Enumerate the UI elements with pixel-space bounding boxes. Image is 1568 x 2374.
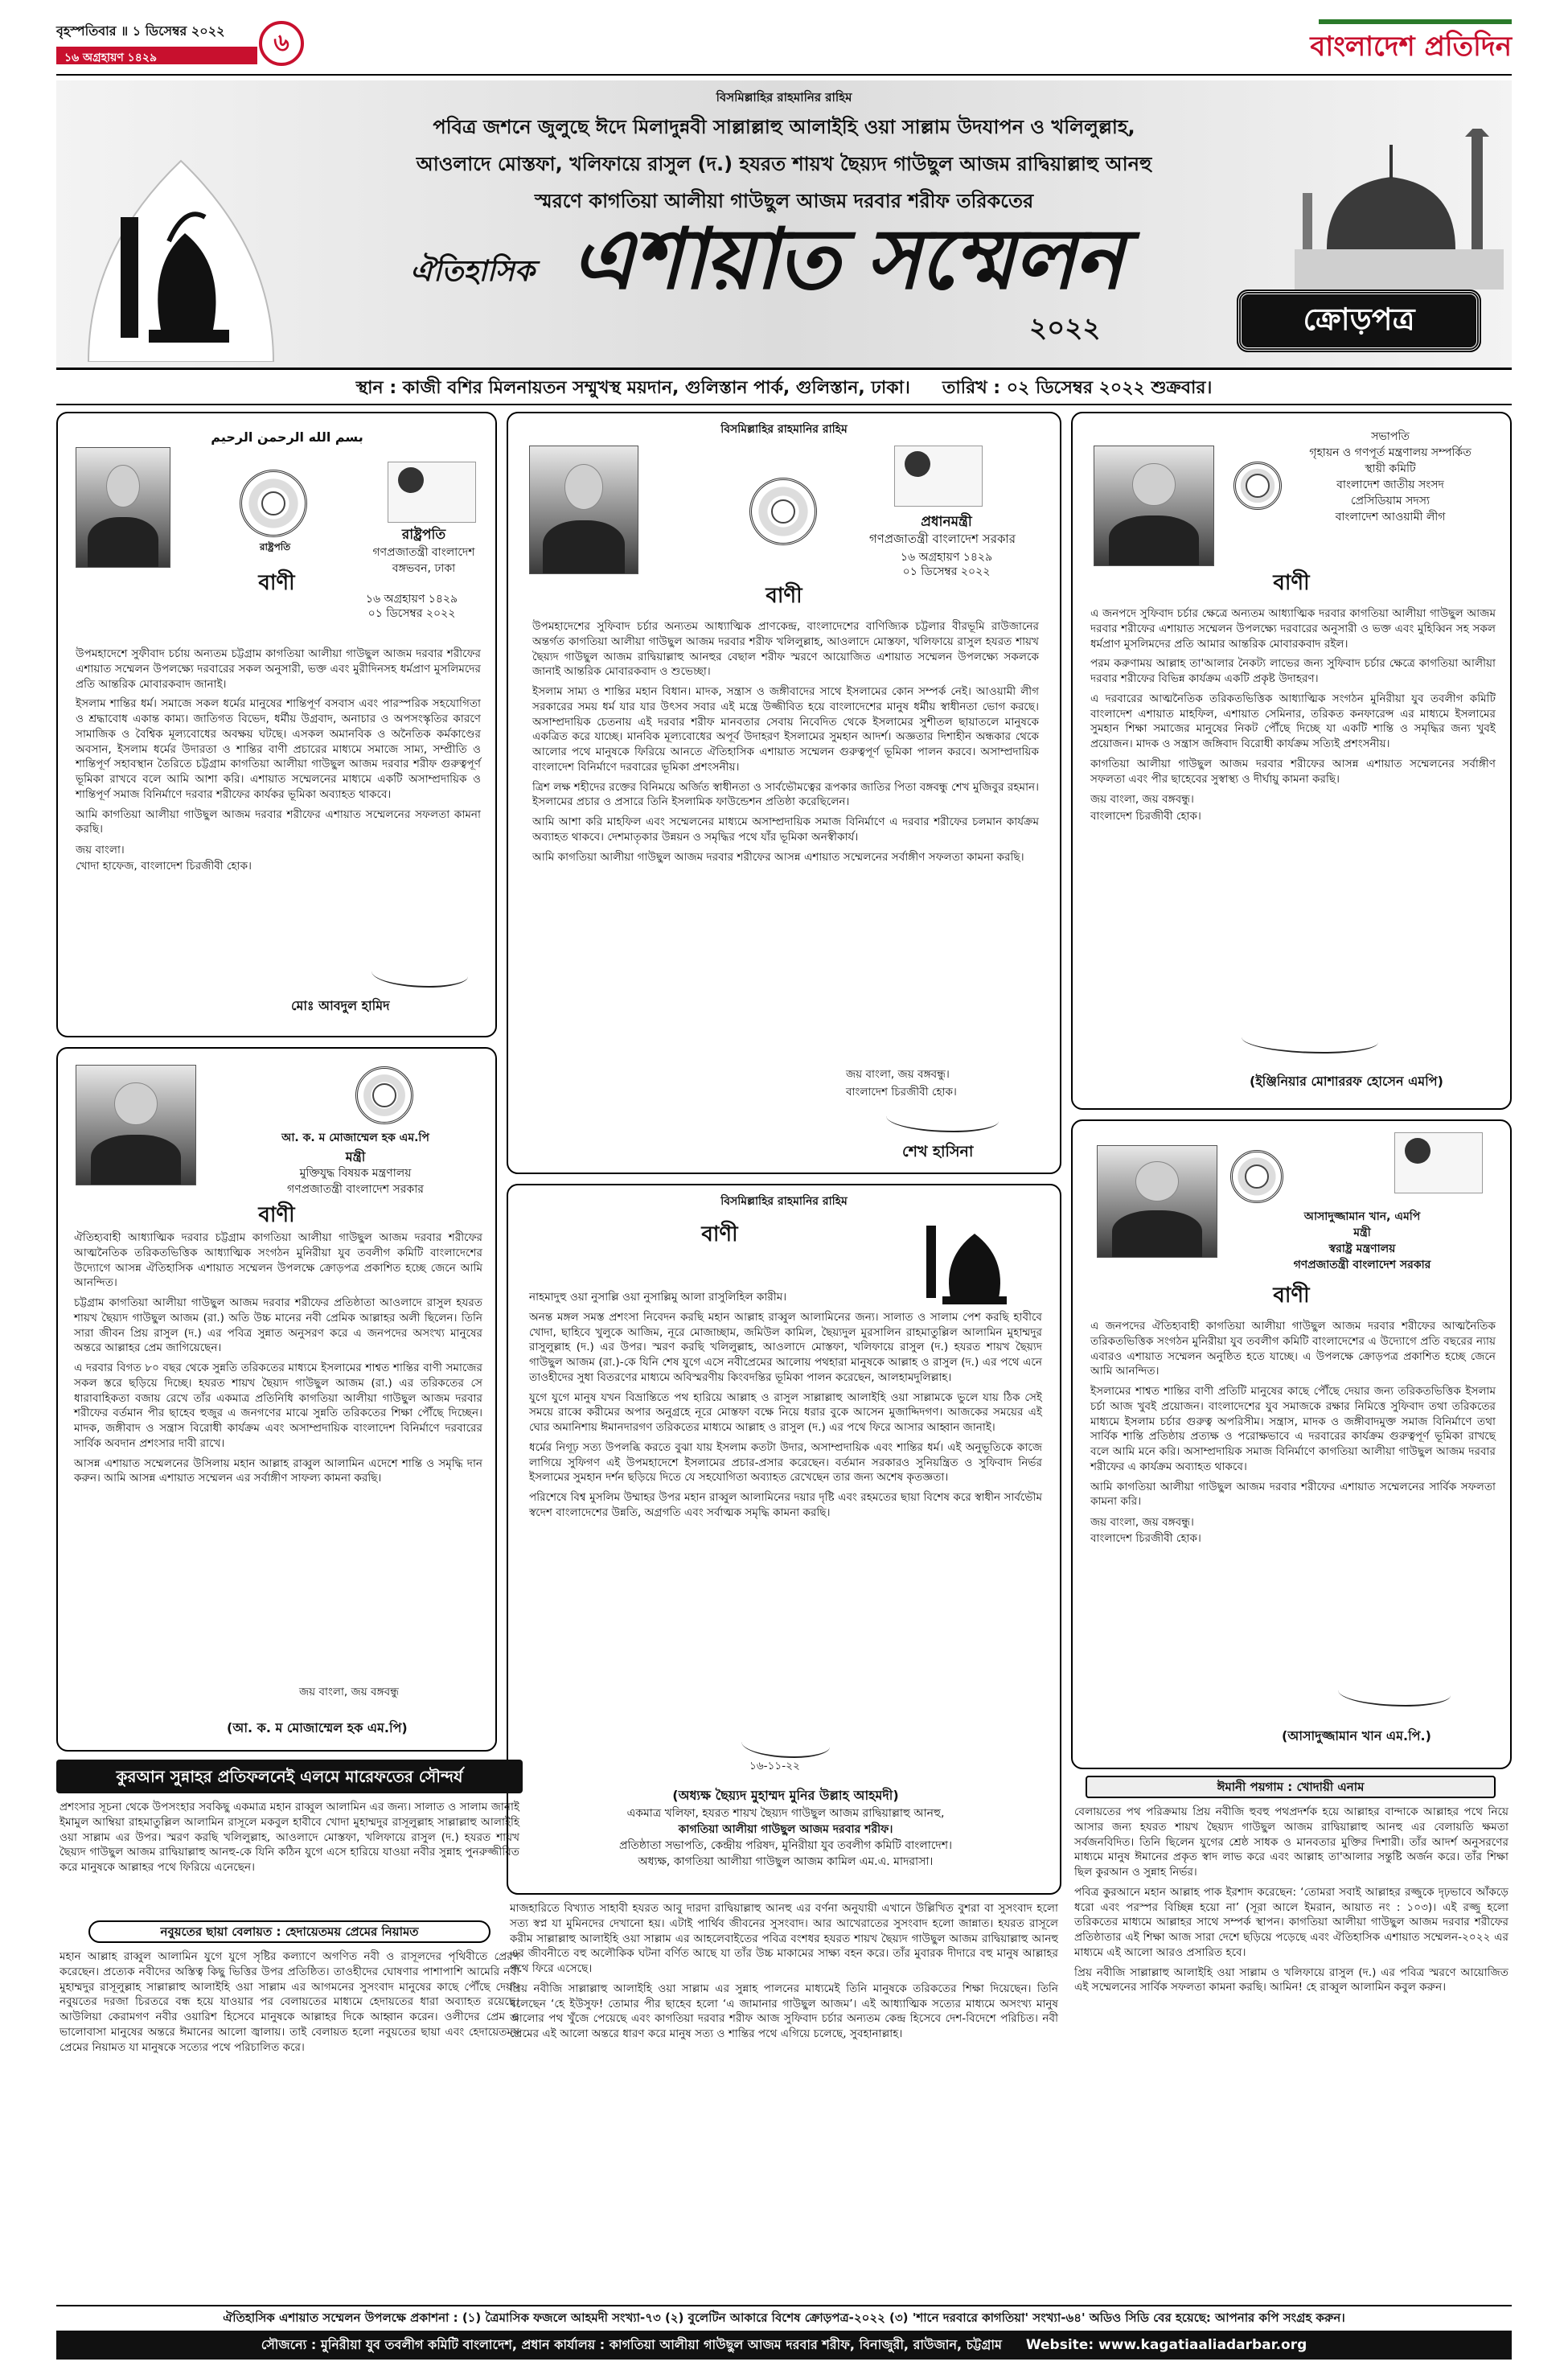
mujib-logo-icon — [894, 446, 983, 507]
president-closing-2: খোদা হাফেজ, বাংলাদেশ চিরজীবী হোক। — [76, 860, 252, 873]
home-closing-2: বাংলাদেশ চিরজীবী হোক। — [1090, 1532, 1201, 1546]
mp-para-3: এ দরবারের আত্মনৈতিক তরিকতভিত্তিক আধ্যাত্মিক সংগঠন মুনিরীয়া যুব তবলীগ কমিটি বাংলাদেশ এশায়াত মাহফিল, এশায়াত সেমিনার, তরিকত কনফারেন্স এর মাধ্যমে ইসলামের সুমহান শিক্ষা সমাজের মানুষের নিকট পৌঁছে দিচ্ছে যা একটি শান্তি ও সমৃদ্ধির জন্য খুবই প্রয়োজন। মাদক ও সন্ত্রাস জঙ্গিবাদ বিরোধী কার্যক্রম সত্যিই প্রশংসনীয়। — [1090, 692, 1496, 750]
pm-message-box — [507, 412, 1061, 1174]
mid-para-1: মাজহারিতে বিখ্যাত সাহাবী হযরত আবু দারদা রাদ্বিয়াল্লাহু আনহু এর বর্ণনা অনুযায়ী এখানে উল্লিখিত বুশরা বা সুসংবাদ হলো সত্য স্বপ্ন যা মুমিনদের দেখানো হয়। এটাই পার্থিব জীবনের সুসংবাদ। আর আখেরাতের সুসংবাদ হলো জান্নাত। হযরত রাসূলে করীম সাল্লাল্লাহু আলাইহি ওয়া সাল্লাম এর আহলেবাইতের পবিত্র বংশধর হযরত শায়খ ছৈয়্যদ গাউছুল আজম রাদ্বিয়াল্লাহু আনহু এর জীবনীতে বহু অলৌকিক ঘটনা বর্ণিত আছে যা তাঁর উচ্চ মাকামের সাক্ষ্য বহন করে। তাঁর মুবারক দীদারে বহু মানুষ আল্লাহর পথে ফিরে এসেছে। — [510, 1902, 1058, 1975]
home-para-2: ইসলামের শাশ্বত শান্তির বাণী প্রতিটি মানুষের কাছে পৌঁছে দেয়ার জন্য তরিকতভিত্তিক ইসলাম চর্চা আজ খুবই প্রয়োজন। বাংলাদেশের যুব সমাজকে রক্ষার নিমিত্তে সুফিবাদ তথা তরিকতের মাধ্যমে ইসলাম চর্চার গুরুত্ব অপরিসীম। সন্ত্রাস, মাদক ও জঙ্গীবাদমুক্ত সমাজ বিনির্মাণে তথা সার্বিক শান্তি প্রতিষ্ঠায় প্রত্যক্ষ ও পরোক্ষভাবে এ দরবারের কার্যক্রম গুরুত্বপূর্ণ ভূমিকা রাখছে বলে আমি মনে করি। অসাম্প্রদায়িক সমাজ বিনির্মাণে কাগতিয়া আলীয়া গাউছুল আজম দরবার শরীফের এ কার্যক্রম অব্যাহত থাকবে। — [1090, 1385, 1496, 1473]
supplement-banner — [56, 80, 1512, 370]
venue-line — [56, 372, 1512, 405]
president-signature — [371, 960, 468, 988]
liberation-closing: জয় বাংলা, জয় বঙ্গবন্ধু — [299, 1686, 399, 1698]
event-year: ২০২২ — [1029, 312, 1101, 344]
pm-bismillah: বিসমিল্লাহির রাহমানির রাহিম — [720, 423, 848, 436]
mp-role: সভাপতি — [1371, 430, 1410, 443]
home-org: গণপ্রজাতন্ত্রী বাংলাদেশ সরকার — [1293, 1259, 1431, 1271]
right-article-heading: ঈমানী পয়গাম : খোদায়ী এনাম — [1086, 1776, 1496, 1798]
mid-para-2: প্রিয় নবীজি সাল্লাল্লাহু আলাইহি ওয়া সাল্লাম এর সুন্নাহ পালনের মাধ্যমেই তিনি মানুষকে তরিকতের শিক্ষা দিয়েছেন। তিনি বলেছেন ‘হে ইউসুফ! তোমার পীর ছাহেব হলো ‘এ জামানার গাউছুল আজম’। এই আধ্যাত্মিক সত্যের মাধ্যমে অসংখ্য মানুষ আলোর পথ খুঁজে পেয়েছে এবং কাগতিয়া দরবার শরীফ আজ সুফিবাদ চর্চার অন্যতম কেন্দ্র হিসেবে দেশ-বিদেশে পরিচিত। নবী প্রেমের এই আলো অন্তরে ধারণ করে মানুষ সত্য ও শান্তির পথে এগিয়ে চলেছে, সুবহানাল্লাহ। — [510, 1982, 1058, 2040]
ministry-emblem-icon — [355, 1066, 413, 1124]
pm-date-1: ১৬ অগ্রহায়ণ ১৪২৯ — [900, 551, 993, 564]
pm-signature — [886, 1105, 999, 1132]
pm-para-2: ইসলাম সাম্য ও শান্তির মহান বিধান। মাদক, সন্ত্রাস ও জঙ্গীবাদের সাথে ইসলামের কোন সম্পর্ক নেই। আওয়ামী লীগ সরকারের সময় ধর্ম যার যার উৎসব সবার এই মন্ত্রে উজ্জীবিত হয়ে বাংলাদেশের মানুষ ধর্মীয় স্বাধীনতা ভোগ করছে। অসাম্প্রদায়িক চেতনায় এই দরবার শরীফ মানবতার সেবায় নিবেদিত থেকে ইসলামের সুশীতল ছায়াতলে মানুষকে একত্রিত করে যাচ্ছে। মানবিক মূল্যবোধের অপূর্ব উদাহরণ ইসলামের সুমহান আদর্শ। অজ্ঞতার দিশাহীন অন্ধকার থেকে আলোর পথে মানুষকে ফিরিয়ে আনতে ঐতিহাসিক এশায়াত সম্মেলন গুরুত্বপূর্ণ ভূমিকা পালন করবে। অসাম্প্রদায়িক বাংলাদেশ বিনির্মাণে দরবারের ভূমিকা প্রশংসনীয়। — [532, 685, 1039, 774]
pir-bismillah: বিসমিল্লাহির রাহমানির রাহিম — [720, 1195, 848, 1208]
president-signer: মোঃ আবদুল হামিদ — [291, 998, 390, 1013]
pir-saheb-message-box — [507, 1184, 1061, 1895]
president-date-2: ০১ ডিসেম্বর ২০২২ — [367, 607, 456, 620]
pir-designation-1: একমাত্র খলিফা, হযরত শায়খ ছৈয়্যদ গাউছুল আজম রাদ্বিয়াল্লাহু আনহু, — [626, 1807, 945, 1820]
banner-historic: ঐতিহাসিক — [410, 254, 535, 288]
home-minister-name: আসাদুজ্জামান খান, এমপি — [1303, 1210, 1421, 1223]
page-number: ৬ — [259, 21, 304, 66]
banner-line-3: স্মরণে কাগতিয়া আলীয়া গাউছুল আজম দরবার শরীফ তরিকতের — [534, 190, 1034, 212]
home-para-1: এ জনপদের ঐতিহ্যবাহী কাগতিয়া আলীয়া গাউছুল আজম দরবার শরীফের আত্মনৈতিক তরিকতভিত্তিক সংগঠন মুনিরীয়া যুব তবলীগ কমিটি বাংলাদেশের এ উদ্যোগে প্রতি বছরের ন্যায় এবারও এশায়াত সম্মেলন অনুষ্ঠিত হতে যাচ্ছে। এ উপলক্ষে ক্রোড়পত্র প্রকাশিত হচ্ছে জেনে আমি আনন্দিত। — [1090, 1320, 1496, 1378]
liberation-org: গণপ্রজাতন্ত্রী বাংলাদেশ সরকার — [287, 1183, 424, 1196]
mp-signature — [1242, 1026, 1378, 1054]
pir-sign-date: ১৬-১১-২২ — [749, 1760, 800, 1772]
message-heading: বাণী — [258, 1203, 295, 1227]
home-ministry: স্বরাষ্ট্র মন্ত্রণালয় — [1328, 1242, 1396, 1255]
mp-line-3: বাংলাদেশ জাতীয় সংসদ — [1336, 478, 1444, 491]
liberation-ministry: মুক্তিযুদ্ধ বিষয়ক মন্ত্রণালয় — [299, 1167, 412, 1180]
pir-designation-4: অধ্যক্ষ, কাগতিয়া আলীয়া গাউছুল আজম কামিল এম.এ. মাদরাসা। — [638, 1855, 934, 1868]
mp-closing-1: জয় বাংলা, জয় বঙ্গবন্ধু। — [1090, 793, 1194, 807]
pir-para-0: নাহমাদুহু ওয়া নুসাল্লি ওয়া নুসাল্লিমু আলা রাসুলিহিল কারীম। — [529, 1291, 787, 1304]
pm-photo — [529, 446, 638, 574]
supplement-label: ক্রোড়পত্র — [1238, 291, 1480, 351]
pm-title: প্রধানমন্ত্রী — [921, 514, 972, 530]
home-minister-signer: (আসাদুজ্জামান খান এম.পি.) — [1282, 1728, 1431, 1744]
weekday-date: বৃহস্পতিবার ॥ ১ ডিসেম্বর ২০২২ — [56, 23, 225, 39]
mp-para-1: এ জনপদে সুফিবাদ চর্চার ক্ষেত্রে অন্যতম আধ্যাত্মিক দরবার কাগতিয়া আলীয়া গাউছুল আজম দরবার শরীফের এশায়াত সম্মেলন উপলক্ষ্যে দরবারের অনুসারী ও ভক্ত এবং মুহিব্বিন সহ সকল ধর্মপ্রাণ মুসলিমদের প্রতি আমার আন্তরিক মোবারকবাদ রইল। — [1090, 607, 1496, 651]
president-title: রাষ্ট্রপতি — [401, 527, 446, 543]
president-emblem-icon — [240, 470, 307, 537]
courtesy-footer — [56, 2331, 1512, 2360]
mp-closing-2: বাংলাদেশ চিরজীবী হোক। — [1090, 809, 1201, 823]
pm-para-4: আমি আশা করি মাহফিল এবং সম্মেলনের মাধ্যমে অসাম্প্রদায়িক সমাজ বিনির্মাণে এ দরবার শরীফের চলমান কার্যক্রম অব্যাহত থাকবে। দেশমাতৃকার উন্নয়ন ও সমৃদ্ধির পথে যাঁর ভূমিকা অনস্বীকার্য। — [532, 815, 1039, 844]
liberation-minister-photo — [76, 1065, 196, 1185]
pir-para-3: ধর্মের নিগূঢ় সত্য উপলব্ধি করতে বুঝা যায় ইসলাম কতটা উদার, অসাম্প্রদায়িক এবং শান্তির ধর্ম। এই অনুভূতিকে কাজে লাগিয়ে সুফিগণ এই উপমহাদেশে ইসলামের প্রচার-প্রসার করেছেন। বর্তমান সরকারও সুনিয়ন্ত্রিত ও সুফিবাদ নির্ভর ইসলামের সুমহান দর্শন ছড়িয়ে দিতে যে সহযোগিতা অব্যাহত রেখেছেন তার জন্য অশেষ কৃতজ্ঞতা। — [529, 1440, 1042, 1485]
president-message-box — [56, 412, 497, 1037]
newspaper-logo[interactable]: বাংলাদেশ প্রতিদিন — [1310, 31, 1512, 63]
message-heading: বাণী — [1273, 571, 1310, 595]
home-minister-box — [1071, 1119, 1512, 1769]
pir-designation-3: প্রতিষ্ঠাতা সভাপতি, কেন্দ্রীয় পরিষদ, মুনিরীয়া যুব তবলীগ কমিটি বাংলাদেশ। — [618, 1839, 953, 1852]
president-org: গণপ্রজাতন্ত্রী বাংলাদেশ — [372, 546, 475, 559]
mp-message-box — [1071, 412, 1512, 1110]
party-emblem-icon — [1233, 462, 1282, 510]
quran-article-heading: কুরআন সুন্নাহর প্রতিফলনেই এলমে মারেফতের সৌন্দর্য — [56, 1760, 523, 1793]
website-link[interactable]: Website: www.kagatiaaliadarbar.org — [1025, 2337, 1307, 2353]
pm-closing-2: বাংলাদেশ চিরজীবী হোক। — [846, 1086, 957, 1099]
quran-para-2: মহান আল্লাহ রাব্বুল আলামিন যুগে যুগে সৃষ্টির কল্যাণে অগণিত নবী ও রাসূলদের পৃথিবীতে প্রেরণ করেছেন। প্রত্যেক নবীদের অস্তিত্ব কিছু ভিত্তির উপর প্রতিষ্ঠিত। তাওহীদের ঘোষণার পাশাপাশি আমেরি নবী মুহাম্মদুর রাসূলুল্লাহ সাল্লাল্লাহু আলাইহি ওয়া সাল্লাম এর আগমনের সুসংবাদ মানুষের কাছে পৌঁছে দেয়া। নবুয়তের দরজা চিরতরে বন্ধ হয়ে যাওয়ার পর বেলায়তের মাধ্যমে হেদায়তের ধারা অব্যাহত রয়েছে। আউলিয়া কেরামগণ নবীর ওয়ারিশ হিসেবে মানুষকে আল্লাহর দিকে আহ্বান করেন। ওলীদের প্রেম ও ভালোবাসা মানুষের অন্তরে ঈমানের আলো জ্বালায়। তাই বেলায়ত হলো নবুয়তের ছায়া এবং হেদায়েতময় প্রেমের নিয়ামত যা মানুষকে সত্যের পথে পরিচালিত করে। — [60, 1950, 519, 2054]
pm-para-1: উপমহাদেশের সুফিবাদ চর্চার অন্যতম আধ্যাত্মিক প্রাণকেন্দ্র, বাংলাদেশের বাণিজ্যিক চট্টলার বীরভূমি রাউজানের অন্তর্গত কাগতিয়া আলীয়া গাউছুল আজম দরবার শরীফ খলিলুল্লাহ, আওলাদে মোস্তফা, খলিফায়ে রাসুল হযরত শায়খ ছৈয়্যদ গাউছুল আজম রাদ্বিয়াল্লাহু আনহুর বেছাল শরীফ স্মরণে আয়োজিত এশায়াত সম্মেলন উপলক্ষ্যে সকলকে জানাই আন্তরিক মোবারকবাদ ও শুভেচ্ছা। — [532, 620, 1039, 679]
bengali-date: ১৬ অগ্রহায়ণ ১৪২৯ — [56, 47, 257, 64]
publications-footer: ঐতিহাসিক এশায়াত সম্মেলন উপলক্ষে প্রকাশনা : (১) ত্রৈমাসিক ফজলে আহমদী সংখ্যা-৭৩ (২) বুলেটিন আকারে বিশেষ ক্রোড়পত্র-২০২২ (৩) 'শানে দরবারে কাগতিয়া' সংখ্যা-৬৪' অডিও সিডি বের হয়েছে: আপনার কপি সংগ্রহ করুন। — [56, 2305, 1512, 2327]
pm-org: গণপ্রজাতন্ত্রী বাংলাদেশ সরকার — [868, 532, 1016, 546]
home-minister-photo — [1097, 1145, 1217, 1258]
right-para-3: প্রিয় নবীজি সাল্লাল্লাহু আলাইহি ওয়া সাল্লাম ও খলিফায়ে রাসুল (দ.) এর পবিত্র স্মরণে আয়োজিত এই সম্মেলনের সার্বিক সফলতা কামনা করছি। আমিন! হে রাব্বুল আলামিন কবুল করুন। — [1074, 1965, 1508, 1994]
pm-emblem-icon — [749, 478, 817, 545]
pm-date-2: ০১ ডিসেম্বর ২০২২ — [902, 565, 991, 578]
pir-signature — [741, 1731, 830, 1758]
pm-signer: শেখ হাসিনা — [902, 1143, 974, 1160]
liberation-minister-box — [56, 1047, 497, 1752]
emblem-label: রাষ্ট্রপতি — [259, 541, 291, 552]
message-heading: বাণী — [766, 584, 802, 608]
mp-photo — [1094, 446, 1214, 566]
president-para-2: ইসলাম শান্তির ধর্ম। সমাজে সকল ধর্মের মানুষের শান্তিপূর্ণ বসবাস এবং পারস্পরিক সহযোগিতা ও শ্রদ্ধাবোধ একান্ত কাম্য। জাতিগত বিভেদ, ধর্মীয় উগ্রবাদ, অনাচার ও অপসংস্কৃতির কারণে সামাজিক ও বৈশ্বিক মূল্যবোধের অবক্ষয় ঘটছে। এসকল অমানবিক ও অনৈতিক কর্মকাণ্ডের অবসান, ইসলাম ধর্মের উদারতা ও শান্তির বাণী প্রচারের মাধ্যমে সমাজে সাম্য, সম্প্রীতি ও শান্তিপূর্ণ সহাবস্থান তৈরিতে চট্টগ্রাম কাগতিয়া আলীয়া গাউছুল আজম দরবার শরীফ গুরুত্বপূর্ণ ভূমিকা রাখবে বলে আমি আশা করি। এশায়াত সম্মেলনের মাধ্যমে একটি অসাম্প্রদায়িক ও শান্তিপূর্ণ সমাজ বিনির্মাণে দরবার শরীফের কার্যকর ভূমিকা অব্যাহত থাকবে। — [76, 697, 481, 801]
president-closing-1: জয় বাংলা। — [76, 844, 125, 856]
mp-para-2: পরম করুণাময় আল্লাহ তা'আলার নৈকট্য লাভের জন্য সুফিবাদ চর্চার ক্ষেত্রে কাগতিয়া আলীয়া দরবার শরীফের বিভিন্ন কার্যক্রম একটি প্রকৃষ্ট উদাহরণ। — [1090, 657, 1496, 685]
arabic-bismillah: بسم الله الرحمن الرحيم — [211, 429, 363, 445]
home-closing-1: জয় বাংলা, জয় বঙ্গবন্ধু। — [1090, 1516, 1194, 1529]
pm-closing-1: জয় বাংলা, জয় বঙ্গবন্ধু। — [846, 1068, 950, 1081]
venue-date: তারিখ : ০২ ডিসেম্বর ২০২২ শুক্রবার। — [942, 378, 1213, 398]
president-photo — [76, 447, 170, 568]
event-title: এশায়াত সম্মেলন — [571, 209, 1123, 308]
ministry-emblem-icon — [1230, 1150, 1283, 1203]
pir-para-2: যুগে যুগে মানুষ যখন বিভ্রান্তিতে পথ হারিয়ে আল্লাহ ও রাসুল সাল্লাল্লাহু আলাইহি ওয়া সাল্লামকে ভুলে যায় ঠিক সেই সময়ে রাব্বে করীমের অপার অনুগ্রহে নূরে মোস্তফা বক্ষে নিয়ে ধরার বুকে আসেন মুজাদ্দিদগণ। আজকের সময়ের এই ঘোর অমানিশায় ঈমানদারগণ তরিকতের মাধ্যমে আল্লাহ ও রাসুল (দ.) এর পথে ফিরে আসার আহ্বান জানাই। — [529, 1390, 1042, 1434]
banner-line-1: পবিত্র জশনে জুলুছে ঈদে মিলাদুন্নবী সাল্লাল্লাহু আলাইহি ওয়া সাল্লাম উদযাপন ও খলিলুল্লাহ, — [433, 116, 1135, 138]
liberation-para-1: ঐতিহ্যবাহী আধ্যাত্মিক দরবার চট্টগ্রাম কাগতিয়া আলীয়া গাউছুল আজম দরবার শরীফের আত্মনৈতিক তরিকতভিত্তিক আধ্যাত্মিক সংগঠন মুনিরীয়া যুব তবলীগ কমিটি বাংলাদেশের উদ্যোগে আসন্ন ঐতিহাসিক এশায়াত সম্মেলন উপলক্ষে ক্রোড়পত্র প্রকাশিত হচ্ছে জেনে আমি আনন্দিত। — [74, 1231, 482, 1290]
quran-subheading: নবুয়তের ছায়া বেলায়ত : হেদায়েতময় প্রেমের নিয়ামত — [88, 1920, 491, 1943]
home-minister-title: মন্ত্রী — [1353, 1226, 1371, 1239]
liberation-minister-name: আ. ক. ম মোজাম্মেল হক এম.পি — [281, 1132, 429, 1144]
pm-para-5: আমি কাগতিয়া আলীয়া গাউছুল আজম দরবার শরীফের আসন্ন এশায়াত সম্মেলনের সর্বাঙ্গীণ সফলতা কামনা করছি। — [532, 850, 1024, 864]
right-para-1: বেলায়তের পথ পরিক্রমায় প্রিয় নবীজি হুবহু পথপ্রদর্শক হয়ে আল্লাহর বান্দাকে আল্লাহর পথে নিয়ে আসার জন্য হযরত শায়খ ছৈয়্যদ গাউছুল আজম রাদ্বিয়াল্লাহু আনহু এর বেলায়তি ক্ষমতা সর্বজনবিদিত। তিনি ছিলেন যুগের শ্রেষ্ঠ সাধক ও মানবতার মুক্তির দিশারী। তাঁর আদর্শ অনুসরণের মাধ্যমে মানুষ ঈমানের প্রকৃত স্বাদ লাভ করে এবং আল্লাহ তা'আলার সন্তুষ্টি অর্জন করে। তাঁর শিক্ষা ছিল কুরআন ও সুন্নাহ নির্ভর। — [1074, 1805, 1508, 1879]
mp-line-4: প্রেসিডিয়াম সদস্য — [1350, 495, 1430, 507]
quran-para-1: প্রশংসার সূচনা থেকে উপসংহার সবকিছু একমাত্র মহান রাব্বুল আলামিন এর জন্য। সালাত ও সালাম জানাই ইমামুল আম্বিয়া রাহমাতুল্লিল আলামিন রাসূলে মকবুল হাবীবে খোদা মুহাম্মদুর রাসূলুল্লাহ সাল্লাল্লাহু আলাইহি ওয়া সাল্লাম এর উপর। স্মরণ করছি খলিলুল্লাহ, আওলাদে মোস্তফা, খলিফায়ে রাসুল (দ.) হযরত শায়খ ছৈয়্যদ গাউছুল আজম রাদ্বিয়াল্লাহু আনহু-কে যিনি কঠিন যুগে এসে হারিয়ে যাওয়া নবীর সুন্নাহ পুনরুজ্জীবিত করে মানুষকে আল্লাহর পথে ফিরিয়ে এনেছেন। — [60, 1801, 519, 1874]
liberation-para-4: আসন্ন এশায়াত সম্মেলনের উসিলায় মহান আল্লাহ রাব্বুল আলামিন এদেশে শান্তি ও সমৃদ্ধি দান করুন। আমি আসন্ন এশায়াত সম্মেলন এর সর্বাঙ্গীণ সাফল্য কামনা করছি। — [74, 1456, 482, 1485]
pir-para-1: অনন্ত মঙ্গল সমস্ত প্রশংসা নিবেদন করছি মহান আল্লাহ রাব্বুল আলামিনের জন্য। সালাত ও সালাম পেশ করছি হাবীবে খোদা, ছাহিবে খুলুকে আজিম, নূরে মোজাচ্ছাম, জমিউল কামিল, ছৈয়্যদুল মুরসালিন রাহমাতুল্লিল আলামিন মুহাম্মদুর রাসুলুল্লাহ (দ.) এর উপর। স্মরণ করছি খলিলুল্লাহ, আওলাদে মোস্তফা, খলিফায়ে রাসুল (দ.) হযরত শায়খ ছৈয়্যদ গাউছুল আজম (রা.)-কে যিনি শেষ যুগে এসে নবীপ্রেমের আলোয় পথহারা মানুষকে আল্লাহ ও রাসুল (দ.) এর পথে এনে তাওহীদের সুধা বিতরণের মাধ্যমে অবিস্মরণীয় কিংবদন্তির ভূমিকা পালন করেছেন, আলহামদুলিল্লাহ। — [529, 1310, 1042, 1384]
venue-place: স্থান : কাজী বশির মিলনায়তন সম্মুখস্থ ময়দান, গুলিস্তান পার্ক, গুলিস্তান, ঢাকা। — [355, 378, 910, 398]
right-para-2: পবিত্র কুরআনে মহান আল্লাহ পাক ইরশাদ করেছেন: ‘তোমরা সবাই আল্লাহর রজ্জুকে দৃঢ়ভাবে আঁকড়ে ধরো এবং পরস্পর বিচ্ছিন্ন হয়ো না’ (সূরা আলে ইমরান, আয়াত নং : ১০৩)। এই রজ্জু হলো তরিকতের মাধ্যমে আল্লাহর সাথে সম্পর্ক স্থাপন। কাগতিয়া আলীয়া গাউছুল আজম দরবার শরীফের প্রতিষ্ঠাতার এই শিক্ষা আজ সারা দেশে ছড়িয়ে পড়েছে এবং ঐতিহাসিক এশায়াত সম্মেলন-২০২২ এর মাধ্যমে এই আলো আরও প্রসারিত হবে। — [1074, 1885, 1508, 1959]
liberation-para-2: চট্টগ্রাম কাগতিয়া আলীয়া গাউছুল আজম দরবার শরীফের প্রতিষ্ঠাতা আওলাদে রাসুল হযরত শায়খ ছৈয়্যদ গাউছুল আজম (রা.) অতি উচ্চ মানের নবী প্রেমিক আল্লাহর অলী ছিলেন। তিনি সারা জীবন প্রিয় রাসুল (দ.) এর পবিত্র সুন্নাত অনুসরণ করে এ জনপদের অসংখ্য মানুষের অন্তরে আল্লাহর প্রেম জাগিয়েছেন। — [74, 1296, 482, 1355]
president-date-1: ১৬ অগ্রহায়ণ ১৪২৯ — [365, 593, 458, 606]
mosque-lamp-icon — [72, 129, 289, 362]
mujib-logo-icon — [1394, 1132, 1483, 1193]
masthead — [56, 14, 1512, 69]
message-heading: বাণী — [258, 571, 295, 595]
banner-line-2: আওলাদে মোস্তফা, খলিফায়ে রাসুল (দ.) হযরত শায়খ ছৈয়্যদ গাউছুল আজম রাদ্বিয়াল্লাহু আনহু — [416, 153, 1152, 175]
liberation-minister-title: মন্ত্রী — [345, 1149, 366, 1164]
message-heading: বাণী — [701, 1222, 738, 1247]
mp-line-1: গৃহায়ন ও গণপূর্ত মন্ত্রণালয় সম্পর্কিত — [1309, 446, 1472, 459]
home-para-3: আমি কাগতিয়া আলীয়া গাউছুল আজম দরবার শরীফের এশায়াত সম্মেলনের সার্বিক সফলতা কামনা করি। — [1090, 1480, 1496, 1509]
liberation-signer: (আ. ক. ম মোজাম্মেল হক এম.পি) — [227, 1720, 408, 1735]
courtesy-text: সৌজন্যে : মুনিরীয়া যুব তবলীগ কমিটি বাংলাদেশ, প্রধান কার্যালয় : কাগতিয়া আলীয়া গাউছুল আজম দরবার শরীফ, বিনাজুরী, রাউজান, চট্টগ্রাম — [261, 2337, 1002, 2352]
president-place: বঙ্গভবন, ঢাকা — [392, 562, 456, 575]
president-para-1: উপমহাদেশে সুফীবাদ চর্চায় অন্যতম চট্টগ্রাম কাগতিয়া আলীয়া গাউছুল আজম দরবার শরীফের এশায়াত সম্মেলন উপলক্ষ্যে দরবারের সকল অনুসারী, ভক্ত এবং মুরীদিনসহ ধর্মপ্রাণ মুসলিমদের প্রতি আন্তরিক মোবারকবাদ জানাই। — [76, 647, 481, 691]
banner-bismillah: বিসমিল্লাহির রাহমানির রাহিম — [716, 90, 852, 105]
mp-para-4: কাগতিয়া আলীয়া গাউছুল আজম দরবার শরীফের আসন্ন এশায়াত সম্মেলনের সর্বাঙ্গীণ সফলতা এবং পীর ছাহেবের সুস্বাস্থ্য ও দীর্ঘায়ু কামনা করছি। — [1090, 757, 1496, 786]
pm-para-3: ত্রিশ লক্ষ শহীদের রক্তের বিনিময়ে অর্জিত স্বাধীনতা ও সার্বভৌমত্বের রূপকার জাতির পিতা বঙ্গবন্ধু শেখ মুজিবুর রহমান। ইসলামের প্রচার ও প্রসারে তিনি ইসলামিক ফাউন্ডেশন প্রতিষ্ঠা করেছিলেন। — [532, 780, 1039, 809]
pir-para-4: পরিশেষে বিশ্ব মুসলিম উম্মাহর উপর মহান রাব্বুল আলামিনের দয়ার দৃষ্টি এবং রহমতের ছায়া বিশেষ করে স্বাধীন সার্বভৌম স্বদেশ বাংলাদেশের উন্নতি, অগ্রগতি এবং সর্বাত্মক সমৃদ্ধি কামনা করছি। — [529, 1491, 1042, 1519]
mujib-logo-icon — [388, 462, 476, 523]
green-dome-icon — [1295, 129, 1504, 290]
divider — [56, 74, 1512, 76]
pir-designation-2: কাগতিয়া আলীয়া গাউছুল আজম দরবার শরীফ। — [678, 1823, 893, 1836]
pir-signer: (অধ্যক্ষ ছৈয়্যদ মুহাম্মদ মুনির উল্লাহ আহমদী) — [672, 1788, 899, 1803]
mp-line-2: স্থায়ী কমিটি — [1365, 462, 1416, 475]
president-para-3: আমি কাগতিয়া আলীয়া গাউছুল আজম দরবার শরীফের এশায়াত সম্মেলনের সফলতা কামনা করছি। — [76, 807, 481, 836]
newspaper-logo-strip — [1319, 19, 1512, 24]
mp-line-5: বাংলাদেশ আওয়ামী লীগ — [1335, 511, 1446, 524]
message-heading: বাণী — [1273, 1284, 1310, 1308]
liberation-para-3: এ দরবার বিগত ৮০ বছর থেকে সুন্নতি তরিকতের মাধ্যমে ইসলামের শাশ্বত শান্তির বাণী সমাজের সকল স্তরে ছড়িয়ে দিচ্ছে। হযরত শায়খ ছৈয়্যদ গাউছুল আজম (রা.) এর তরিকতের সে ধারাবাহিকতা বজায় রেখে তাঁর একমাত্র প্রতিনিধি কাগতিয়া আলীয়া গাউছুল আজম দরবার শরীফের বর্তমান পীর ছাহেব হুজুর এ জনগণের মাঝে সুন্নতি তরিকতের শিক্ষা পৌঁছে দিচ্ছেন। মাদক, জঙ্গীবাদ ও সন্ত্রাস বিরোধী কার্যক্রম এবং অসাম্প্রদায়িক বাংলাদেশ বিনির্মাণে দরবারের সার্বিক অবদান প্রশংসার দাবী রাখে। — [74, 1362, 482, 1450]
home-minister-signature — [1338, 1679, 1451, 1707]
mp-signer: (ইঞ্জিনিয়ার মোশাররফ হোসেন এমপি) — [1250, 1074, 1443, 1089]
